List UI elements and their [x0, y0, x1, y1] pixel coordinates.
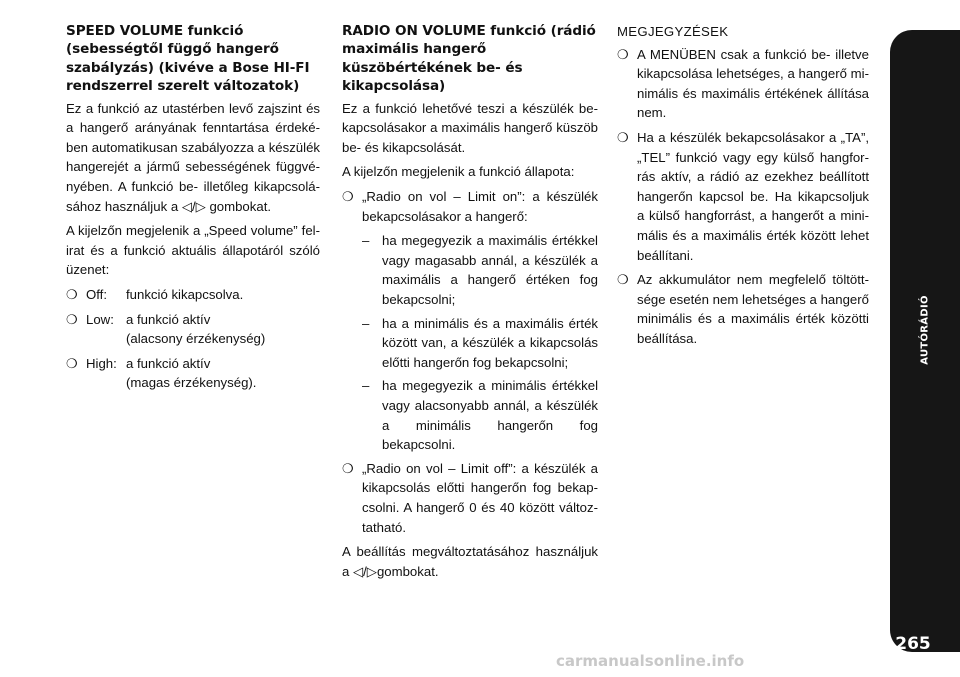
circle-bullet-icon: ❍	[342, 460, 354, 476]
option-text: a funkció aktív (alacsony érzékenység)	[126, 311, 266, 347]
note-text: Ha a készülék bekapcsolásakor a „TA”, „TEL” funkció vagy egy külső hangforrás aktív, a rádió az ezekhez beállított hangerőn kapcsol be. Ha kikapcsoljuk a külső hangforrást, a hangerőt a minimális és a maximális érték között lehet beállítani.	[637, 129, 869, 263]
section-label: AUTÓRÁDIÓ	[919, 295, 931, 365]
option-label: High:	[86, 355, 117, 371]
dash-item	[342, 314, 598, 373]
circle-bullet-icon: ❍	[66, 286, 78, 302]
limit-on-item	[342, 187, 598, 226]
limit-off-text: „Radio on vol – Limit off”: a készülék a kikapcsolás előtti hangerőn fog bekapcsolni. A hangerő 0 és 40 között változtatható.	[362, 460, 598, 535]
change-setting-text: A beállítás megváltoztatásához használjuk a ◁/▷gombokat.	[342, 544, 598, 579]
option-label: Low:	[86, 311, 114, 327]
option-sub: (alacsony érzékenység)	[126, 331, 266, 347]
radio-on-volume-display-info: A kijelzőn megjelenik a funkció állapota:	[342, 164, 575, 180]
speed-volume-display-info: A kijelzőn megjelenik a „Speed volume” felirat és a funkció aktuális állapotáról szóló üzenet:	[66, 223, 320, 278]
option-off	[66, 285, 320, 305]
dash-text: ha megegyezik a minimális értékkel vagy alacsonyabb annál, a készülék a minimális hangerőn fog bekapcsolni.	[382, 378, 598, 453]
note-item	[617, 128, 869, 265]
watermark: carmanualsonline.info	[556, 652, 745, 670]
option-sub: (magas érzékenység).	[126, 375, 257, 391]
note-item	[617, 270, 869, 348]
limit-off-item	[342, 459, 598, 537]
radio-on-volume-description: Ez a funkció lehetővé teszi a készülék bekapcsolásakor a maximális hangerő küszöb be- és kikapcsolását.	[342, 100, 598, 155]
column-radio-on-volume	[342, 22, 598, 586]
note-text: Az akkumulátor nem megfelelő töltöttsége esetén nem lehetséges a hangerő minimális és a maximális érték közötti beállítása.	[637, 272, 869, 346]
speed-volume-description: Ez a funkció az utastérben levő zajszint és a hangerő arányának fenntartása érdekében automatikusan szabályozza a készülék hangerejét a jármű sebességének függvényében. A funkció be- illetőleg kikapcsolásához használjuk a ◁/▷ gombokat.	[66, 100, 320, 214]
note-text: A MENÜBEN csak a funkció be- illetve kikapcsolása lehetséges, a hangerő minimális és maximális értékének állítása nem.	[637, 46, 869, 121]
circle-bullet-icon: ❍	[617, 272, 629, 288]
circle-bullet-icon: ❍	[66, 311, 78, 327]
dash-text: ha a minimális és a maximális érték között van, a készülék a kikapcsolás előtti hangerőn fog bekapcsolni;	[382, 315, 598, 370]
section-tab	[890, 30, 960, 652]
column-notes	[617, 22, 869, 354]
option-low	[66, 310, 320, 349]
dash-marker: –	[362, 315, 370, 331]
circle-bullet-icon: ❍	[617, 129, 629, 145]
page-number: 265	[895, 634, 931, 654]
circle-bullet-icon: ❍	[342, 189, 354, 204]
option-text: a funkció aktív (magas érzékenység).	[126, 355, 257, 391]
radio-on-volume-heading: RADIO ON VOLUME funkció (rádió maximális hangerő küszöbértékének be- és kikapcsolása)	[342, 23, 596, 95]
note-item	[617, 45, 869, 123]
circle-bullet-icon: ❍	[66, 355, 78, 371]
dash-marker: –	[362, 378, 370, 394]
column-speed-volume	[66, 22, 320, 398]
dash-item	[342, 376, 598, 454]
option-high	[66, 354, 320, 393]
dash-text: ha megegyezik a maximális értékkel vagy magasabb annál, a készülék a maximális a hangerő értéken fog bekapcsolni;	[382, 233, 598, 307]
dash-item	[342, 231, 598, 309]
limit-on-text: „Radio on vol – Limit on”: a készülék bekapcsolásakor a hangerő:	[362, 189, 598, 224]
option-label: Off:	[86, 286, 108, 302]
circle-bullet-icon: ❍	[617, 46, 629, 62]
speed-volume-heading: SPEED VOLUME funkció (sebességtől függő hangerő szabályzás) (kivéve a Bose HI-FI rendszerrel szerelt változatok)	[66, 23, 310, 95]
option-text: funkció kikapcsolva.	[126, 286, 244, 302]
dash-marker: –	[362, 233, 370, 249]
notes-heading: MEGJEGYZÉSEK	[617, 24, 729, 39]
